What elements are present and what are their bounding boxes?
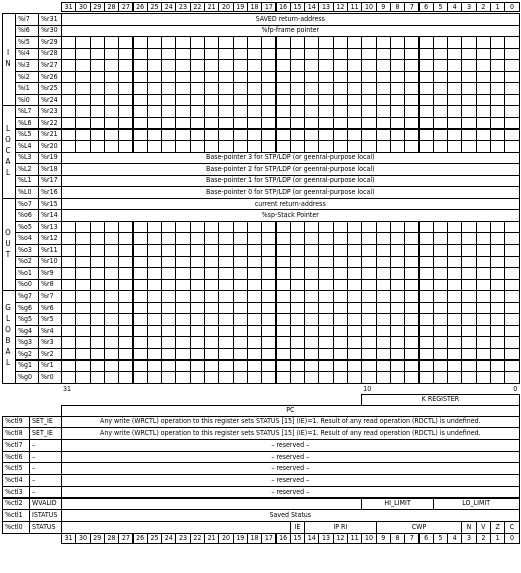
- bit-footer-cell: 28: [104, 533, 119, 544]
- bit-header-cell: 8: [390, 2, 405, 12]
- bit-cell: [333, 371, 348, 384]
- control-register-name: %ctl5: [2, 462, 30, 475]
- register-content: current return-address: [61, 198, 520, 211]
- group-letter: L: [5, 124, 10, 134]
- bit-cell: [161, 371, 176, 384]
- bit-footer-cell: 6: [419, 533, 434, 544]
- control-register-name: %ctl4: [2, 474, 30, 487]
- control-register-function: –: [29, 486, 62, 499]
- status-n: N: [461, 521, 476, 534]
- bit-header-cell: 27: [118, 2, 133, 12]
- control-register-name: %ctl1: [2, 509, 30, 522]
- group-letter: L: [5, 358, 10, 368]
- bit-header-cell: 31: [61, 2, 76, 12]
- register-alias: %o0: [15, 279, 39, 292]
- status-ipri: IP RI: [304, 521, 377, 534]
- bit-cell: [61, 371, 76, 384]
- register-name: %r17: [38, 175, 62, 188]
- register-name: %r0: [38, 371, 62, 384]
- bit-header-cell: 11: [347, 2, 362, 12]
- bit-footer-cell: 17: [261, 533, 276, 544]
- bit-footer-cell: 7: [404, 533, 419, 544]
- bit-footer-cell: 13: [318, 533, 333, 544]
- register-content: SAVED return-address: [61, 13, 520, 26]
- status-z: Z: [490, 521, 505, 534]
- register-name: %r14: [38, 209, 62, 222]
- register-alias: %L6: [15, 117, 39, 130]
- bit-cell: [304, 371, 319, 384]
- register-alias: %g4: [15, 325, 39, 338]
- pc-bit-0-label: 0: [513, 384, 518, 393]
- bit-cell: [376, 371, 391, 384]
- register-name: %r10: [38, 256, 62, 269]
- register-alias: %g0: [15, 371, 39, 384]
- register-content: %fp-frame pointer: [61, 25, 520, 38]
- status-v: V: [476, 521, 491, 534]
- bit-footer-cell: 2: [476, 533, 491, 544]
- bit-cell: [133, 371, 148, 384]
- bit-cell: [233, 371, 248, 384]
- status-ie: IE: [290, 521, 305, 534]
- bit-cell: [447, 371, 462, 384]
- bit-cell: [247, 371, 262, 384]
- register-name: %r23: [38, 105, 62, 118]
- bit-footer-cell: 21: [204, 533, 219, 544]
- register-alias: %L0: [15, 186, 39, 199]
- group-letter: L: [5, 168, 10, 178]
- control-register-function: STATUS: [29, 521, 62, 534]
- register-name: %r18: [38, 163, 62, 176]
- register-name: %r5: [38, 313, 62, 326]
- bit-header-cell: 12: [333, 2, 348, 12]
- bit-header-cell: 18: [247, 2, 262, 12]
- bit-footer-cell: 8: [390, 533, 405, 544]
- register-name: %r27: [38, 59, 62, 72]
- bit-cell: [290, 371, 305, 384]
- bit-header-cell: 14: [304, 2, 319, 12]
- register-alias: %g2: [15, 348, 39, 361]
- group-letter: L: [5, 314, 10, 324]
- register-alias: %g1: [15, 360, 39, 373]
- bit-cell: [147, 371, 162, 384]
- bit-header-cell: 26: [133, 2, 148, 12]
- bit-footer-cell: 0: [504, 533, 519, 544]
- bit-cell: [118, 371, 133, 384]
- control-register-name: %ctl6: [2, 451, 30, 464]
- bit-header-cell: 4: [447, 2, 462, 12]
- register-name: %r20: [38, 140, 62, 153]
- bit-footer-cell: 20: [218, 533, 233, 544]
- bit-header-cell: 13: [318, 2, 333, 12]
- register-alias: %g3: [15, 336, 39, 349]
- register-name: %r7: [38, 290, 62, 303]
- bit-footer-cell: 1: [490, 533, 505, 544]
- register-name: %r31: [38, 13, 62, 26]
- control-register-name: %ctl0: [2, 521, 30, 534]
- register-name: %r11: [38, 244, 62, 257]
- register-name: %r16: [38, 186, 62, 199]
- group-letter: G: [5, 303, 11, 313]
- register-name: %r24: [38, 94, 62, 107]
- bit-footer-cell: 26: [133, 533, 148, 544]
- bit-cell: [218, 371, 233, 384]
- bit-cell: [390, 371, 405, 384]
- pc-bit-10-label: 10: [363, 384, 372, 393]
- register-alias: %L1: [15, 175, 39, 188]
- bit-header-cell: 1: [490, 2, 505, 12]
- register-alias: %o3: [15, 244, 39, 257]
- register-alias: %g5: [15, 313, 39, 326]
- register-content: Base-pointer 0 for STP/LDP (or geenral-purpose local): [61, 186, 520, 199]
- bit-footer-cell: 4: [447, 533, 462, 544]
- bit-header-cell: 25: [147, 2, 162, 12]
- bit-cell: [104, 371, 119, 384]
- bit-header-cell: 28: [104, 2, 119, 12]
- register-alias: %o2: [15, 256, 39, 269]
- group-letter: B: [5, 336, 11, 346]
- status-c: C: [504, 521, 519, 534]
- register-name: %r6: [38, 302, 62, 315]
- bit-header-cell: 6: [419, 2, 434, 12]
- register-content: Base-pointer 3 for STP/LDP (or geenral-purpose local): [61, 152, 520, 165]
- group-letter: T: [5, 249, 11, 259]
- register-name: %r28: [38, 48, 62, 61]
- register-alias: %L3: [15, 152, 39, 165]
- register-alias: %o5: [15, 221, 39, 234]
- pc-bit-31-label: 31: [63, 384, 72, 393]
- register-name: %r25: [38, 82, 62, 95]
- register-alias: %i6: [15, 25, 39, 38]
- bit-cell: [419, 371, 434, 384]
- register-alias: %i4: [15, 48, 39, 61]
- control-register-content: Any write (WRCTL) operation to this register sets STATUS [15] (IE)=1. Result of any read operation (RDCTL) is undefined.: [61, 416, 520, 429]
- bit-cell: [175, 371, 190, 384]
- bit-cell: [461, 371, 476, 384]
- control-register-name: %ctl3: [2, 486, 30, 499]
- register-alias: %i3: [15, 59, 39, 72]
- group-letter: I: [6, 48, 10, 58]
- control-register-function: –: [29, 462, 62, 475]
- bit-header-cell: 23: [175, 2, 190, 12]
- bit-cell: [476, 371, 491, 384]
- control-register-name: %ctl7: [2, 439, 30, 452]
- bit-footer-cell: 19: [233, 533, 248, 544]
- register-name: %r4: [38, 325, 62, 338]
- register-alias: %i0: [15, 94, 39, 107]
- register-name: %r9: [38, 267, 62, 280]
- bit-cell: [90, 371, 105, 384]
- control-register-function: –: [29, 439, 62, 452]
- bit-footer-cell: 22: [190, 533, 205, 544]
- group-letter: N: [5, 59, 11, 69]
- group-letter: U: [5, 238, 11, 248]
- bit-footer-cell: 14: [304, 533, 319, 544]
- bit-footer-cell: 25: [147, 533, 162, 544]
- bit-header-cell: 5: [433, 2, 448, 12]
- bit-footer-cell: 27: [118, 533, 133, 544]
- status-cwp: CWP: [376, 521, 463, 534]
- register-alias: %L5: [15, 129, 39, 142]
- bit-cell: [190, 371, 205, 384]
- bit-cell: [361, 371, 376, 384]
- register-alias: %i7: [15, 13, 39, 26]
- bit-header-cell: 7: [404, 2, 419, 12]
- bit-cell: [404, 371, 419, 384]
- control-register-function: –: [29, 451, 62, 464]
- control-register-content: – reserved –: [61, 439, 520, 452]
- bit-header-cell: 17: [261, 2, 276, 12]
- register-name: %r26: [38, 71, 62, 84]
- control-register-content: Any write (WRCTL) operation to this register sets STATUS [15] (IE)=1. Result of any read operation (RDCTL) is undefined.: [61, 427, 520, 440]
- bit-footer-cell: 24: [161, 533, 176, 544]
- control-register-content: – reserved –: [61, 462, 520, 475]
- register-alias: %i1: [15, 82, 39, 95]
- control-register-content: Saved Status: [61, 509, 520, 522]
- bit-cell: [276, 371, 291, 384]
- bit-cell: [75, 371, 90, 384]
- bit-footer-cell: 5: [433, 533, 448, 544]
- bit-footer-cell: 12: [333, 533, 348, 544]
- group-letter: O: [5, 135, 11, 145]
- bit-header-cell: 3: [461, 2, 476, 12]
- bit-cell: [433, 371, 448, 384]
- control-register-function: ISTATUS: [29, 509, 62, 522]
- control-register-content: – reserved –: [61, 474, 520, 487]
- register-alias: %i2: [15, 71, 39, 84]
- register-name: %r30: [38, 25, 62, 38]
- register-name: %r1: [38, 360, 62, 373]
- control-register-function: WVALID: [29, 498, 62, 511]
- bit-footer-cell: 9: [376, 533, 391, 544]
- register-alias: %L4: [15, 140, 39, 153]
- bit-header-cell: 29: [90, 2, 105, 12]
- register-alias: %o1: [15, 267, 39, 280]
- register-alias: %L7: [15, 105, 39, 118]
- bit-cell: [204, 371, 219, 384]
- register-alias: %g6: [15, 302, 39, 315]
- group-letter: O: [5, 325, 11, 335]
- control-register-function: SET_IE: [29, 427, 62, 440]
- bit-cell: [504, 371, 519, 384]
- group-letter: A: [5, 157, 11, 167]
- register-name: %r29: [38, 36, 62, 49]
- group-letter: C: [5, 146, 11, 156]
- register-alias: %o7: [15, 198, 39, 211]
- register-name: %r21: [38, 129, 62, 142]
- bit-footer-cell: 3: [461, 533, 476, 544]
- bit-header-cell: 0: [504, 2, 519, 12]
- bit-header-cell: 10: [361, 2, 376, 12]
- control-register-function: SET_IE: [29, 416, 62, 429]
- bit-cell: [347, 371, 362, 384]
- bit-footer-cell: 23: [175, 533, 190, 544]
- register-alias: %i5: [15, 36, 39, 49]
- register-content: %sp-Stack Pointer: [61, 209, 520, 222]
- bit-footer-cell: 16: [276, 533, 291, 544]
- bit-cell: [490, 371, 505, 384]
- lo-limit-field: LO_LIMIT: [433, 498, 520, 511]
- bit-header-cell: 21: [204, 2, 219, 12]
- register-content: Base-pointer 1 for STP/LDP (or geenral-purpose local): [61, 175, 520, 188]
- register-content: Base-pointer 2 for STP/LDP (or geenral-purpose local): [61, 163, 520, 176]
- control-register-name: %ctl8: [2, 427, 30, 440]
- bit-header-cell: 30: [75, 2, 90, 12]
- bit-header-cell: 20: [218, 2, 233, 12]
- bit-cell: [318, 371, 333, 384]
- bit-header-cell: 19: [233, 2, 248, 12]
- register-alias: %o6: [15, 209, 39, 222]
- k-register: K REGISTER: [361, 394, 519, 406]
- bit-cell: [261, 371, 276, 384]
- register-name: %r13: [38, 221, 62, 234]
- bit-header-cell: 2: [476, 2, 491, 12]
- register-alias: %L2: [15, 163, 39, 176]
- control-register-name: %ctl9: [2, 416, 30, 429]
- bit-footer-cell: 31: [61, 533, 76, 544]
- bit-header-cell: 16: [276, 2, 291, 12]
- bit-footer-cell: 11: [347, 533, 362, 544]
- bit-footer-cell: 30: [75, 533, 90, 544]
- register-name: %r19: [38, 152, 62, 165]
- bit-header-cell: 15: [290, 2, 305, 12]
- register-name: %r8: [38, 279, 62, 292]
- control-register-content: – reserved –: [61, 486, 520, 499]
- control-register-function: –: [29, 474, 62, 487]
- group-letter: A: [5, 347, 11, 357]
- bit-header-cell: 9: [376, 2, 391, 12]
- hi-limit-field: HI_LIMIT: [361, 498, 434, 511]
- bit-footer-cell: 10: [361, 533, 376, 544]
- bit-footer-cell: 15: [290, 533, 305, 544]
- bit-footer-cell: 18: [247, 533, 262, 544]
- register-alias: %o4: [15, 232, 39, 245]
- group-letter: O: [5, 227, 11, 237]
- bit-header-cell: 22: [190, 2, 205, 12]
- register-name: %r15: [38, 198, 62, 211]
- pc-register: PC: [61, 405, 520, 417]
- register-name: %r12: [38, 232, 62, 245]
- control-register-content: – reserved –: [61, 451, 520, 464]
- register-name: %r2: [38, 348, 62, 361]
- bit-header-cell: 24: [161, 2, 176, 12]
- register-name: %r3: [38, 336, 62, 349]
- control-register-name: %ctl2: [2, 498, 30, 511]
- register-alias: %g7: [15, 290, 39, 303]
- bit-footer-cell: 29: [90, 533, 105, 544]
- register-name: %r22: [38, 117, 62, 130]
